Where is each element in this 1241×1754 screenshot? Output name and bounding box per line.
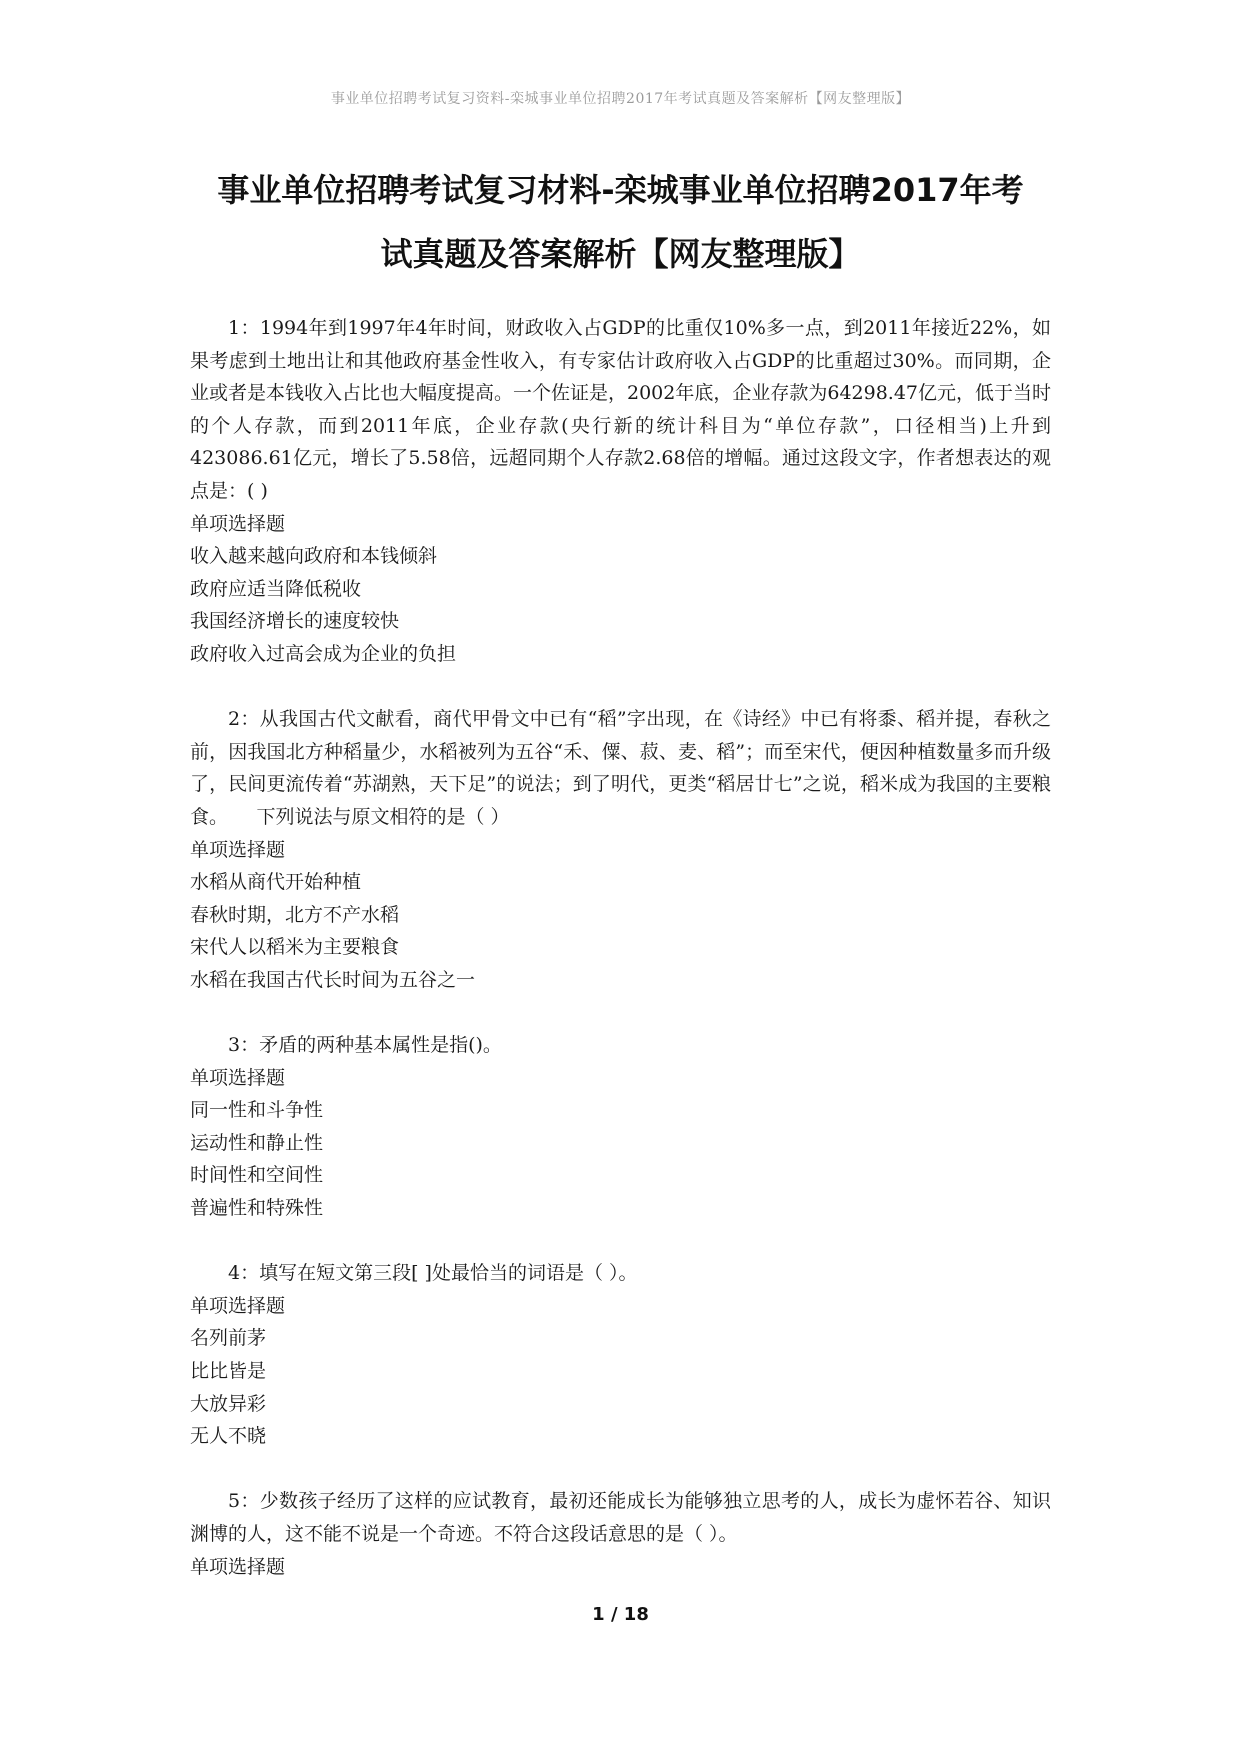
answer-option: 名列前茅 [190,1327,267,1350]
question-stem: 5：少数孩子经历了这样的应试教育，最初还能成长为能够独立思考的人，成长为虚怀若谷、知识渊博的人，这不能不说是一个奇迹。不符合这段话意思的是（ ）。 [190,1490,1051,1545]
question-type: 单项选择题 [190,1066,286,1089]
running-header: 事业单位招聘考试复习资料-栾城事业单位招聘2017年考试真题及答案解析【网友整理版】 [330,91,911,107]
question-type: 单项选择题 [190,512,286,535]
question-type: 单项选择题 [190,1555,286,1578]
answer-option: 水稻在我国古代长时间为五谷之一 [190,968,476,991]
answer-option: 我国经济增长的速度较快 [190,610,400,633]
question-5 [190,1485,1051,1583]
answer-option: 运动性和静止性 [190,1131,324,1154]
document-title-line-1: 事业单位招聘考试复习材料-栾城事业单位招聘2017年考 [217,171,1024,209]
question-1 [190,312,1051,671]
answer-option: 春秋时期，北方不产水稻 [190,903,400,926]
answer-option: 普遍性和特殊性 [190,1197,324,1220]
question-stem: 1：1994年到1997年4年时间，财政收入占GDP的比重仅10%多一点，到2011年接近22%，如果考虑到土地出让和其他政府基金性收入，有专家估计政府收入占GDP的比重超过30%。而同期，企业或者是本钱收入占比也大幅度提高。一个佐证是，2002年底，企业存款为64298.47亿元，低于当时的个人存款，而到2011年底，企业存款(央行新的统计科目为“单位存款”，口径相当)上升到423086.61亿元，增长了5.58倍，远超同期个人存款2.68倍的增幅。通过这段文字，作者想表达的观点是：( ) [190,317,1052,502]
question-3 [190,1029,1051,1225]
document-title [190,158,1051,286]
question-4 [190,1257,1051,1453]
answer-option: 政府应适当降低税收 [190,577,362,600]
answer-option: 比比皆是 [190,1360,267,1382]
answer-option: 收入越来越向政府和本钱倾斜 [190,545,438,568]
answer-option: 时间性和空间性 [190,1164,324,1187]
question-stem: 3：矛盾的两种基本属性是指()。 [228,1034,502,1057]
question-type: 单项选择题 [190,838,286,861]
answer-option: 大放异彩 [190,1392,267,1415]
answer-option: 宋代人以稻米为主要粮食 [190,936,400,959]
page-number: 1 / 18 [592,1604,649,1625]
question-type: 单项选择题 [190,1294,286,1317]
question-stem: 4：填写在短文第三段[ ]处最恰当的词语是（ ）。 [228,1262,638,1285]
answer-option: 政府收入过高会成为企业的负担 [190,642,457,665]
question-list [190,312,1051,1616]
answer-option: 无人不晓 [190,1425,267,1448]
answer-option: 水稻从商代开始种植 [190,871,362,894]
document-title-line-2: 试真题及答案解析【网友整理版】 [380,235,861,273]
answer-option: 同一性和斗争性 [190,1099,324,1122]
question-2 [190,703,1051,996]
question-stem: 2：从我国古代文献看，商代甲骨文中已有“稻”字出现，在《诗经》中已有将黍、稻并提，春秋之前，因我国北方种稻量少，水稻被列为五谷“禾、僳、菽、麦、稻”；而至宋代，便因种植数量多而升级了，民间更流传着“苏湖熟，天下足”的说法；到了明代，更类“稻居廿七”之说，稻米成为我国的主要粮食。 下列说法与原文相符的是（ ） [190,708,1051,828]
